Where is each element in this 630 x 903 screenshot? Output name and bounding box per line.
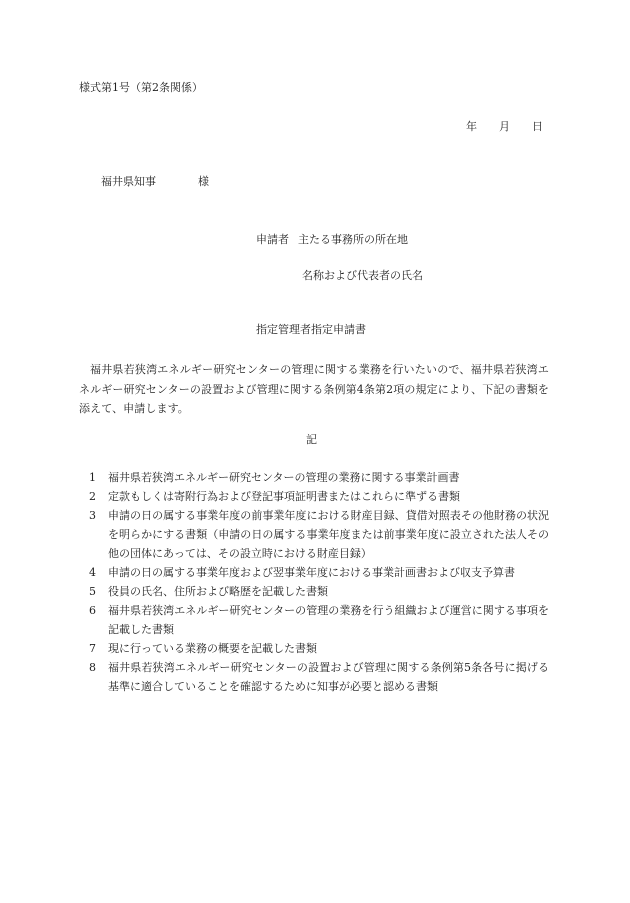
item-number: 4 bbox=[89, 566, 96, 579]
list-item bbox=[89, 487, 549, 506]
item-number: 8 bbox=[89, 661, 96, 674]
item-text: 福井県若狭湾エネルギー研究センターの管理の業務を行う組織および運営に関する事項を記載した書類 bbox=[108, 604, 549, 636]
list-item bbox=[89, 639, 549, 658]
list-item bbox=[89, 658, 549, 696]
item-number: 5 bbox=[89, 585, 96, 598]
list-item bbox=[89, 506, 549, 563]
applicant-address-label: 主たる事務所の所在地 bbox=[298, 233, 408, 246]
list-item bbox=[89, 601, 549, 639]
item-text: 福井県若狭湾エネルギー研究センターの管理の業務に関する事業計画書 bbox=[108, 471, 460, 484]
item-text: 申請の日の属する事業年度および翌事業年度における事業計画書および収支予算書 bbox=[108, 566, 515, 579]
item-number: 1 bbox=[89, 471, 96, 484]
item-number: 7 bbox=[89, 642, 96, 655]
date-line bbox=[466, 121, 543, 132]
list-item bbox=[89, 582, 549, 601]
item-text: 役員の氏名、住所および略歴を記載した書類 bbox=[108, 585, 328, 598]
document-title: 指定管理者指定申請書 bbox=[256, 323, 366, 336]
applicant-address-line bbox=[256, 234, 408, 245]
recipient bbox=[101, 176, 209, 187]
applicant-name-label: 名称および代表者の氏名 bbox=[302, 269, 423, 282]
body-paragraph: 福井県若狭湾エネルギー研究センターの管理に関する業務を行いたいので、福井県若狭湾エネルギー研究センターの設置および管理に関する条例第4条第2項の規定により、下記の書類を添えて、申請します。 bbox=[79, 363, 549, 415]
item-text: 現に行っている業務の概要を記載した書類 bbox=[108, 642, 317, 655]
form-number: 様式第1号（第2条関係） bbox=[79, 81, 203, 94]
list-item bbox=[89, 563, 549, 582]
item-number: 3 bbox=[89, 509, 96, 522]
date-month-label: 月 bbox=[499, 120, 510, 133]
item-number: 6 bbox=[89, 604, 96, 617]
date-year-label: 年 bbox=[466, 120, 477, 133]
recipient-name: 福井県知事 bbox=[101, 175, 156, 188]
attachment-list bbox=[89, 468, 549, 696]
item-text: 定款もしくは寄附行為および登記事項証明書またはこれらに準ずる書類 bbox=[108, 490, 460, 503]
item-text: 福井県若狭湾エネルギー研究センターの設置および管理に関する条例第5条各号に掲げる基準に適合していることを確認するために知事が必要と認める書類 bbox=[108, 661, 549, 693]
list-item bbox=[89, 468, 549, 487]
item-text: 申請の日の属する事業年度の前事業年度における財産目録、貸借対照表その他財務の状況を明らかにする書類（申請の日の属する事業年度または前事業年度に設立された法人その他の団体にあっては、その設立時における財産目録） bbox=[108, 509, 549, 560]
applicant-label: 申請者 bbox=[256, 233, 289, 246]
recipient-honorific: 様 bbox=[198, 175, 209, 188]
item-number: 2 bbox=[89, 490, 96, 503]
date-day-label: 日 bbox=[532, 120, 543, 133]
ki-heading: 記 bbox=[306, 433, 317, 446]
